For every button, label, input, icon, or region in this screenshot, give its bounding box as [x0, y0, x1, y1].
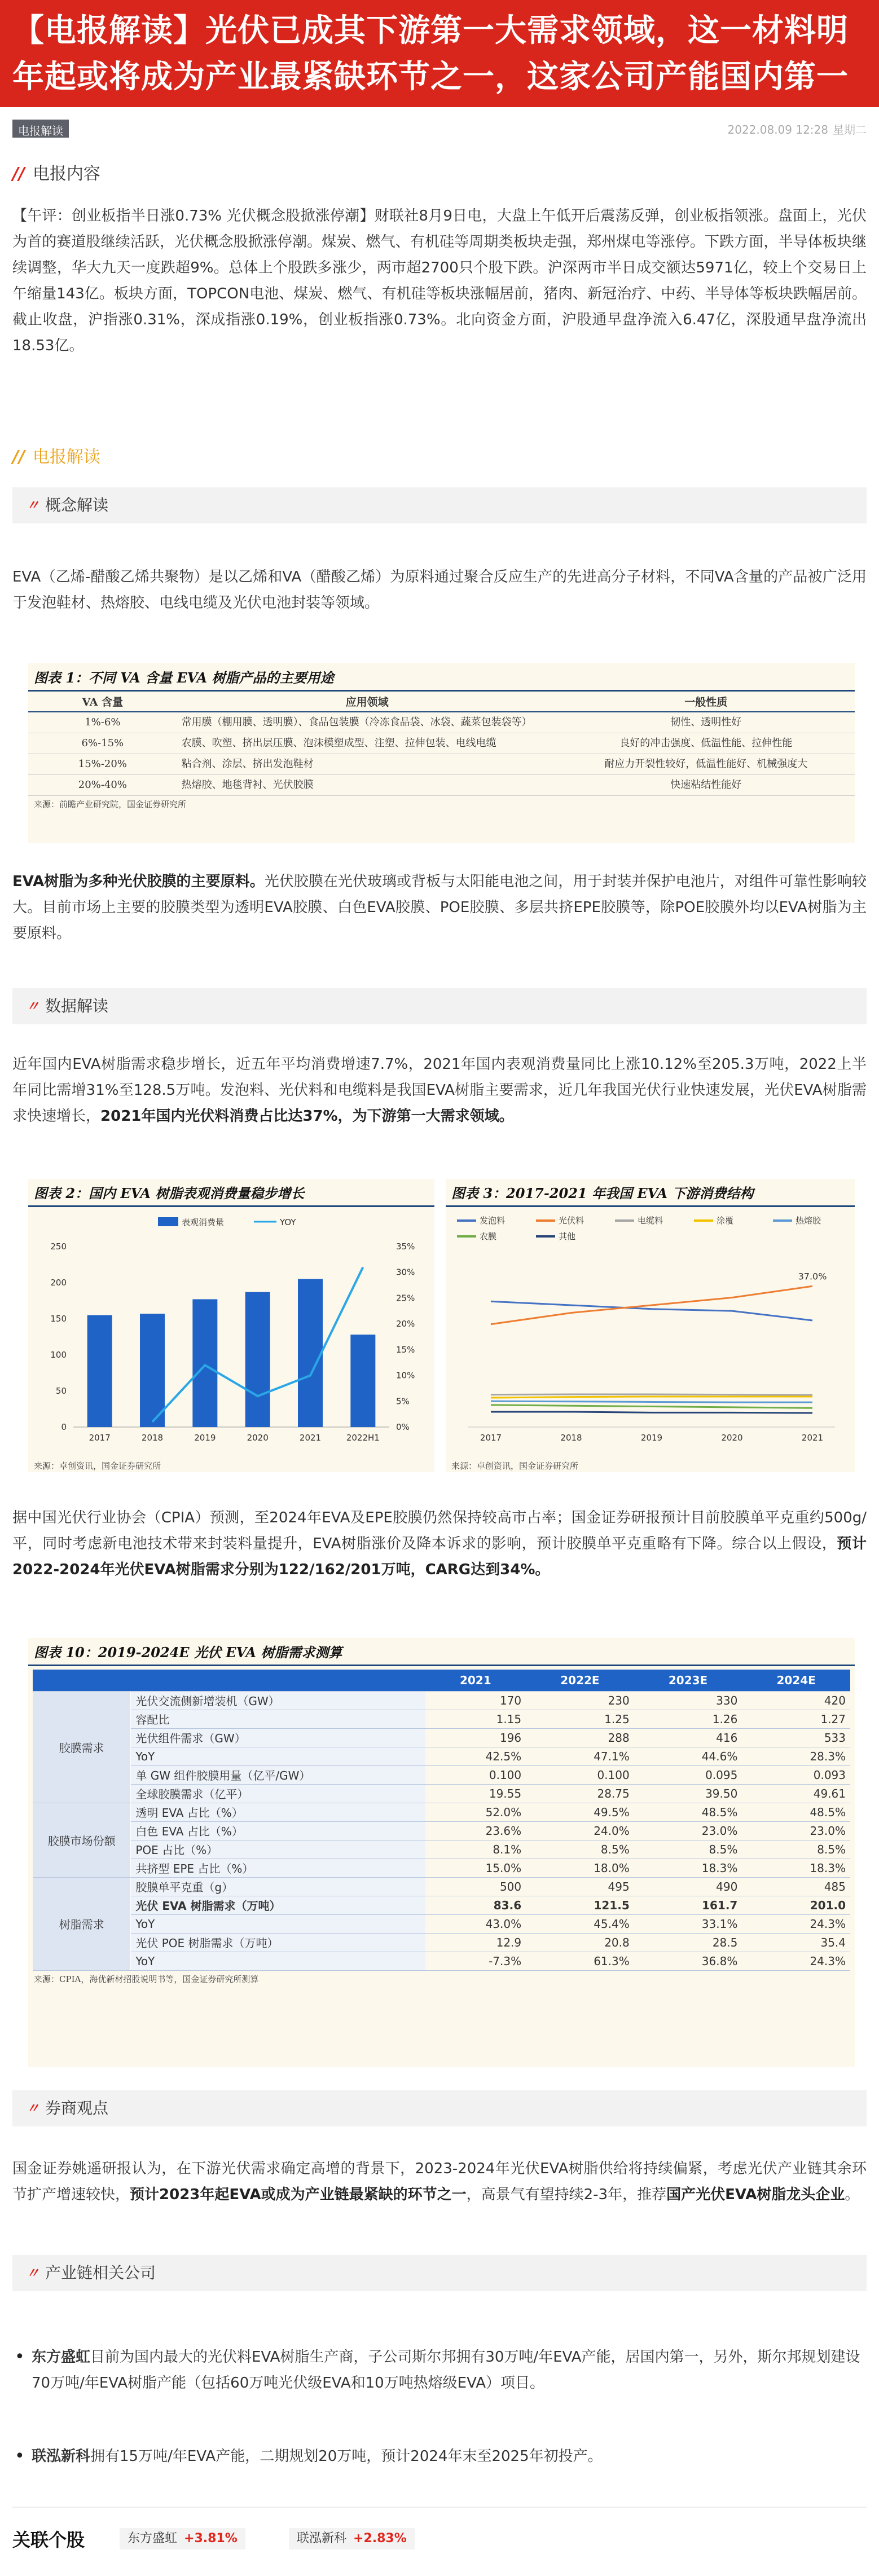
value-cell: 36.8% [634, 1952, 742, 1970]
table-row [33, 1710, 850, 1728]
cell-app: 常用膜（棚用膜、透明膜）、食品包装膜（冷冻食品袋、冰袋、蔬菜包装袋等） [177, 712, 557, 733]
figure-2-title: 图表 2：国内 EVA 树脂表观消费量稳步增长 [28, 1179, 434, 1207]
row-label: 容配比 [131, 1710, 425, 1728]
y-tick-label: 100 [50, 1350, 67, 1360]
value-cell: 43.0% [425, 1914, 526, 1933]
value-cell: 28.3% [742, 1747, 850, 1765]
cell-prop: 良好的冲击强度、低温性能、拉伸性能 [557, 733, 855, 754]
subsection-chain-label: 产业链相关公司 [45, 2264, 156, 2282]
broker-text: 国金证券姚遥研报认为，在下游光伏需求确定高增的背景下，2023-2024年光伏EVA树脂供给将持续偏紧，考虑光伏产业链其余环节扩产增速较快， [12, 2160, 867, 2203]
x-tick-label: 2018 [141, 1433, 164, 1443]
value-cell: 8.1% [425, 1840, 526, 1859]
subsection-mark-icon: 〃 [26, 998, 39, 1014]
row-label: 白色 EVA 占比（%） [131, 1821, 425, 1840]
article-title: 【电报解读】光伏已成其下游第一大需求领域，这一材料明年起或将成为产业最紧缺环节之一，这家公司产能国内第一 [0, 0, 879, 107]
subsection-mark-icon: 〃 [26, 2101, 39, 2116]
x-tick-label: 2017 [480, 1433, 502, 1443]
row-label: YoY [131, 1952, 425, 1970]
col-2021: 2021 [425, 1670, 526, 1691]
value-cell: 0.093 [742, 1765, 850, 1784]
table-row [28, 775, 855, 796]
value-cell: -7.3% [425, 1952, 526, 1970]
row-label: 单 GW 组件胶膜用量（亿平/GW） [131, 1765, 425, 1784]
value-cell: 23.0% [634, 1821, 742, 1840]
value-cell: 23.0% [742, 1821, 850, 1840]
legend-label: 其他 [559, 1231, 576, 1241]
y-tick-label: 50 [55, 1386, 67, 1396]
row-label: POE 占比（%） [131, 1840, 425, 1859]
company-name[interactable]: 东方盛虹 [32, 2349, 91, 2366]
table-row [33, 1728, 850, 1747]
row-label: 透明 EVA 占比（%） [131, 1803, 425, 1821]
row-label: 共挤型 EPE 占比（%） [131, 1859, 425, 1877]
series-line [491, 1401, 812, 1402]
legend-label: 涂覆 [717, 1216, 734, 1226]
cell-prop: 韧性、透明性好 [557, 712, 855, 733]
table-row [33, 1896, 850, 1914]
data-text: 近年国内EVA树脂需求稳步增长，近五年平均消费增速7.7%，2021年国内表观消费量同比上涨10.12%至205.3万吨，2022上半年同比需增31%至128.5万吨。发泡料、光伏料和电缆料是我国EVA树脂主要需求，近几年我国光伏行业快速发展，光伏EVA树脂需求快速增长， [12, 1056, 867, 1125]
value-cell: 416 [634, 1728, 742, 1747]
row-label: YoY [131, 1914, 425, 1933]
value-cell: 48.5% [742, 1803, 850, 1821]
col-2022e: 2022E [526, 1670, 634, 1691]
cell-va: 6%-15% [28, 733, 177, 754]
content-paragraph: 【午评：创业板指半日涨0.73% 光伏概念股掀涨停潮】财联社8月9日电，大盘上午低开后震荡反弹，创业板指领涨。盘面上，光伏为首的赛道股继续活跃，光伏概念股掀涨停潮。煤炭、燃气、有机硅等周期类板块走强，郑州煤电等涨停。下跌方面，半导体板块继续调整，华大九天一度跌超9%。总体上个股跌多涨少，两市超2700只个股下跌。沪深两市半日成交额达5971亿，较上个交易日上午缩量143亿。板块方面，TOPCON电池、煤炭、燃气、有机硅等板块涨幅居前，猪肉、新冠治疗、中药、半导体等板块跌幅居前。截止收盘，沪指涨0.31%，深成指涨0.19%，创业板指涨0.73%。北向资金方面，沪股通早盘净流入6.47亿，深股通早盘净流出18.53亿。 [12, 208, 867, 354]
concept-paragraph: EVA（乙烯-醋酸乙烯共聚物）是以乙烯和VA（醋酸乙烯）为原料通过聚合反应生产的先进高分子材料，不同VA含量的产品被广泛用于发泡鞋材、热熔胶、电线电缆及光伏电池封装等领域。 [12, 569, 867, 611]
cell-app: 热熔胶、地毯背衬、光伏胶膜 [177, 775, 557, 796]
value-cell: 0.095 [634, 1765, 742, 1784]
section-mark-icon: // [12, 447, 25, 467]
table-row [33, 1747, 850, 1765]
cell-app: 农膜、吹塑、挤出层压膜、泡沫模塑成型、注塑、拉伸包装、电线电缆 [177, 733, 557, 754]
y2-tick-label: 30% [396, 1267, 415, 1278]
legend-label: 电缆料 [638, 1216, 663, 1226]
data-bold-text: 2021年国内光伏料消费占比达37%，为下游第一大需求领域。 [100, 1108, 514, 1125]
subsection-broker [12, 2090, 867, 2126]
subsection-mark-icon: 〃 [26, 497, 39, 513]
related-label: 关联个股 [12, 2529, 85, 2551]
data2-bold-text: 预计2022-2024年光伏EVA树脂需求分别为122/162/201万吨，CARG达到34%。 [12, 1535, 867, 1578]
value-cell: 490 [634, 1877, 742, 1896]
section-content-label: 电报内容 [32, 164, 100, 184]
concept-paragraph-2 [12, 869, 867, 946]
legend-label: 光伏料 [559, 1216, 584, 1226]
divider [12, 2507, 867, 2508]
value-cell: 28.5 [634, 1933, 742, 1952]
cell-prop: 快速粘结性能好 [557, 775, 855, 796]
broker-bold-text: 预计2023年起EVA或成为产业链最紧缺的环节之一 [130, 2186, 467, 2203]
value-cell: 24.0% [526, 1821, 634, 1840]
structure-chart [446, 1207, 855, 1455]
company-text: 拥有15万吨/年EVA产能，二期规划20万吨，预计2024年末至2025年初投产。 [90, 2448, 603, 2465]
value-cell: 420 [742, 1691, 850, 1710]
y-tick-label: 200 [50, 1278, 67, 1288]
y2-tick-label: 0% [396, 1422, 410, 1432]
table-row [33, 1821, 850, 1840]
y-tick-label: 250 [50, 1241, 67, 1252]
value-cell: 35.4 [742, 1933, 850, 1952]
table-row [33, 1765, 850, 1784]
value-cell: 1.25 [526, 1710, 634, 1728]
subsection-broker-label: 券商观点 [45, 2099, 109, 2117]
x-tick-label: 2022H1 [346, 1433, 380, 1443]
table-row [28, 733, 855, 754]
value-cell: 495 [526, 1877, 634, 1896]
value-cell: 42.5% [425, 1747, 526, 1765]
va-usage-table [28, 692, 855, 796]
value-cell: 0.100 [425, 1765, 526, 1784]
x-tick-label: 2019 [194, 1433, 216, 1443]
col-2024e: 2024E [742, 1670, 850, 1691]
figure-3-title: 图表 3：2017-2021 年我国 EVA 下游消费结构 [446, 1179, 855, 1207]
table-row [33, 1803, 850, 1821]
figure-2 [28, 1179, 434, 1472]
section-analysis-label: 电报解读 [32, 447, 100, 467]
row-label: YoY [131, 1747, 425, 1765]
value-cell: 170 [425, 1691, 526, 1710]
value-cell: 45.4% [526, 1914, 634, 1933]
stock-name: 东方盛虹 [128, 2531, 178, 2546]
value-cell: 48.5% [634, 1803, 742, 1821]
table-row [33, 1784, 850, 1803]
value-cell: 47.1% [526, 1747, 634, 1765]
value-cell: 18.3% [742, 1859, 850, 1877]
value-cell: 1.15 [425, 1710, 526, 1728]
row-label: 光伏 POE 树脂需求（万吨） [131, 1933, 425, 1952]
y-tick-label: 0 [61, 1422, 67, 1432]
y2-tick-label: 5% [396, 1396, 410, 1407]
legend-label: 发泡料 [480, 1216, 506, 1226]
legend-label: 农膜 [480, 1231, 497, 1241]
x-tick-label: 2017 [89, 1433, 111, 1443]
value-cell: 8.5% [742, 1840, 850, 1859]
bullet-icon: • [15, 2446, 25, 2466]
value-cell: 33.1% [634, 1914, 742, 1933]
stock-chip-lhxk[interactable] [289, 2528, 415, 2549]
bar [298, 1279, 323, 1427]
value-cell: 1.27 [742, 1710, 850, 1728]
legend-bar-swatch [158, 1217, 178, 1226]
series-line [491, 1405, 812, 1408]
value-cell: 8.5% [634, 1840, 742, 1859]
series-line [491, 1412, 812, 1413]
publish-weekday: 星期二 [833, 123, 867, 136]
row-label: 光伏交流侧新增装机（GW） [131, 1691, 425, 1710]
value-cell: 12.9 [425, 1933, 526, 1952]
figure-3-source: 来源：卓创资讯，国金证券研究所 [451, 1461, 579, 1471]
col-app: 应用领域 [177, 692, 557, 712]
bullet-icon: • [15, 2347, 25, 2367]
broker-text-mid: ，高景气有望持续2-3年，推荐 [466, 2186, 667, 2203]
x-tick-label: 2021 [299, 1433, 322, 1443]
company-text: 目前为国内最大的光伏料EVA树脂生产商，子公司斯尔邦拥有30万吨/年EVA产能，居国内第一，另外，斯尔邦规划建设70万吨/年EVA树脂产能（包括60万吨光伏级EVA和10万吨热熔级EVA）项目。 [32, 2349, 860, 2392]
row-group-label: 胶膜市场份额 [33, 1803, 131, 1877]
figure-2-source: 来源：卓创资讯，国金证券研究所 [34, 1461, 161, 1471]
series-line [491, 1394, 812, 1395]
table-row [33, 1952, 850, 1970]
figure-1-source: 来源：前瞻产业研究院，国金证券研究所 [34, 799, 187, 809]
col-prop: 一般性质 [557, 692, 855, 712]
cell-va: 1%-6% [28, 712, 177, 733]
figure-3 [446, 1179, 855, 1472]
publish-date: 2022.08.09 12:28 [727, 123, 828, 136]
row-group-label: 树脂需求 [33, 1877, 131, 1970]
figure-10 [28, 1638, 855, 2067]
broker-paragraph [12, 2156, 867, 2208]
subsection-mark-icon: 〃 [26, 2265, 39, 2281]
y2-tick-label: 25% [396, 1293, 415, 1304]
value-cell: 485 [742, 1877, 850, 1896]
x-tick-label: 2020 [721, 1433, 743, 1443]
legend-line-label: YOY [280, 1217, 296, 1227]
broker-text-end: 。 [845, 2186, 860, 2203]
value-cell: 500 [425, 1877, 526, 1896]
data2-text: 据中国光伏行业协会（CPIA）预测，至2024年EVA及EPE胶膜仍然保持较高市占率；国金证券研报预计目前胶膜单平克重约500g/平，同时考虑新电池技术带来封装料量提升，EVA树脂涨价及降本诉求的影响，预计胶膜单平克重略有下降。综合以上假设， [12, 1509, 867, 1552]
figure-1 [28, 663, 855, 843]
cell-prop: 耐应力开裂性较好，低温性能好、机械强度大 [557, 754, 855, 775]
company-item [12, 2344, 867, 2396]
table-row [33, 1859, 850, 1877]
value-cell: 49.5% [526, 1803, 634, 1821]
legend-label: 热熔胶 [796, 1216, 821, 1226]
table-row [33, 1840, 850, 1859]
table-row [33, 1933, 850, 1952]
subsection-data [12, 988, 867, 1024]
row-group-label: 胶膜需求 [33, 1691, 131, 1803]
broker-bold-text-2: 国产光伏EVA树脂龙头企业 [666, 2186, 845, 2203]
series-line [491, 1286, 812, 1324]
value-cell: 24.3% [742, 1914, 850, 1933]
row-label: 胶膜单平克重（g） [131, 1877, 425, 1896]
value-cell: 61.3% [526, 1952, 634, 1970]
figure-10-title: 图表 10：2019-2024E 光伏 EVA 树脂需求测算 [28, 1638, 855, 1666]
value-cell: 18.0% [526, 1859, 634, 1877]
value-cell: 0.100 [526, 1765, 634, 1784]
value-cell: 24.3% [742, 1952, 850, 1970]
value-cell: 44.6% [634, 1747, 742, 1765]
x-tick-label: 2020 [247, 1433, 269, 1443]
value-cell: 201.0 [742, 1896, 850, 1914]
value-cell: 230 [526, 1691, 634, 1710]
bar [87, 1315, 112, 1427]
data-label-37: 37.0% [798, 1271, 827, 1282]
cell-va: 15%-20% [28, 754, 177, 775]
stock-chip-dfsh[interactable] [120, 2528, 245, 2549]
row-label: 光伏 EVA 树脂需求（万吨） [131, 1896, 425, 1914]
col-2023e: 2023E [634, 1670, 742, 1691]
data-paragraph [12, 1051, 867, 1129]
x-tick-label: 2019 [640, 1433, 663, 1443]
table-row [28, 712, 855, 733]
row-label: 光伏组件需求（GW） [131, 1728, 425, 1747]
stock-name: 联泓新科 [297, 2531, 347, 2546]
related-stocks [12, 2521, 867, 2555]
value-cell: 1.26 [634, 1710, 742, 1728]
category-tag[interactable]: 电报解读 [12, 120, 69, 138]
value-cell: 533 [742, 1728, 850, 1747]
y-tick-label: 150 [50, 1314, 67, 1324]
table-row [33, 1691, 850, 1710]
col-va: VA 含量 [28, 692, 177, 712]
table-row [33, 1877, 850, 1896]
cell-app: 粘合剂、涂层、挤出发泡鞋材 [177, 754, 557, 775]
series-line [491, 1397, 812, 1398]
value-cell: 49.61 [742, 1784, 850, 1803]
section-content-heading [12, 162, 100, 186]
value-cell: 330 [634, 1691, 742, 1710]
publish-time [723, 121, 867, 137]
legend-bar-label: 表观消费量 [182, 1217, 225, 1227]
col-group [33, 1670, 131, 1691]
value-cell: 23.6% [425, 1821, 526, 1840]
value-cell: 83.6 [425, 1896, 526, 1914]
company-item [12, 2443, 867, 2469]
value-cell: 161.7 [634, 1896, 742, 1914]
stock-change: +3.81% [184, 2531, 238, 2546]
value-cell: 15.0% [425, 1859, 526, 1877]
x-tick-label: 2018 [560, 1433, 582, 1443]
y2-tick-label: 35% [396, 1241, 415, 1252]
stock-change: +2.83% [353, 2531, 407, 2546]
subsection-data-label: 数据解读 [45, 997, 109, 1015]
subsection-concept [12, 487, 867, 523]
data-paragraph-2 [12, 1505, 867, 1583]
value-cell: 52.0% [425, 1803, 526, 1821]
demand-table [33, 1670, 850, 1971]
col-label [131, 1670, 425, 1691]
value-cell: 28.75 [526, 1784, 634, 1803]
y2-tick-label: 10% [396, 1370, 415, 1381]
company-name[interactable]: 联泓新科 [32, 2448, 91, 2465]
row-label: 全球胶膜需求（亿平） [131, 1784, 425, 1803]
subsection-concept-label: 概念解读 [45, 496, 109, 514]
cell-va: 20%-40% [28, 775, 177, 796]
table-row [28, 754, 855, 775]
value-cell: 196 [425, 1728, 526, 1747]
bar [140, 1314, 165, 1427]
bar [192, 1299, 217, 1427]
value-cell: 39.50 [634, 1784, 742, 1803]
bar [245, 1292, 270, 1427]
figure-1-title: 图表 1：不同 VA 含量 EVA 树脂产品的主要用途 [28, 663, 855, 692]
value-cell: 20.8 [526, 1933, 634, 1952]
consumption-chart [28, 1207, 434, 1455]
x-tick-label: 2021 [801, 1433, 824, 1443]
subsection-chain [12, 2255, 867, 2291]
article-meta [12, 116, 867, 139]
value-cell: 121.5 [526, 1896, 634, 1914]
y2-tick-label: 20% [396, 1319, 415, 1329]
concept-bold-text: EVA树脂为多种光伏胶膜的主要原料。 [12, 873, 265, 890]
section-mark-icon: // [12, 164, 25, 184]
table-row [33, 1914, 850, 1933]
value-cell: 8.5% [526, 1840, 634, 1859]
bar [350, 1335, 375, 1427]
value-cell: 19.55 [425, 1784, 526, 1803]
section-analysis-heading [12, 446, 100, 469]
concept-text: 光伏胶膜在光伏玻璃或背板与太阳能电池之间，用于封装并保护电池片，对组件可靠性影响较大。目前市场上主要的胶膜类型为透明EVA胶膜、白色EVA胶膜、POE胶膜、多层共挤EPE胶膜等，除POE胶膜外均以EVA树脂为主要原料。 [12, 873, 867, 942]
figure-10-source: 来源：CPIA，海优新材招股说明书等，国金证券研究所测算 [34, 1974, 259, 1984]
y2-tick-label: 15% [396, 1344, 415, 1355]
value-cell: 288 [526, 1728, 634, 1747]
value-cell: 18.3% [634, 1859, 742, 1877]
